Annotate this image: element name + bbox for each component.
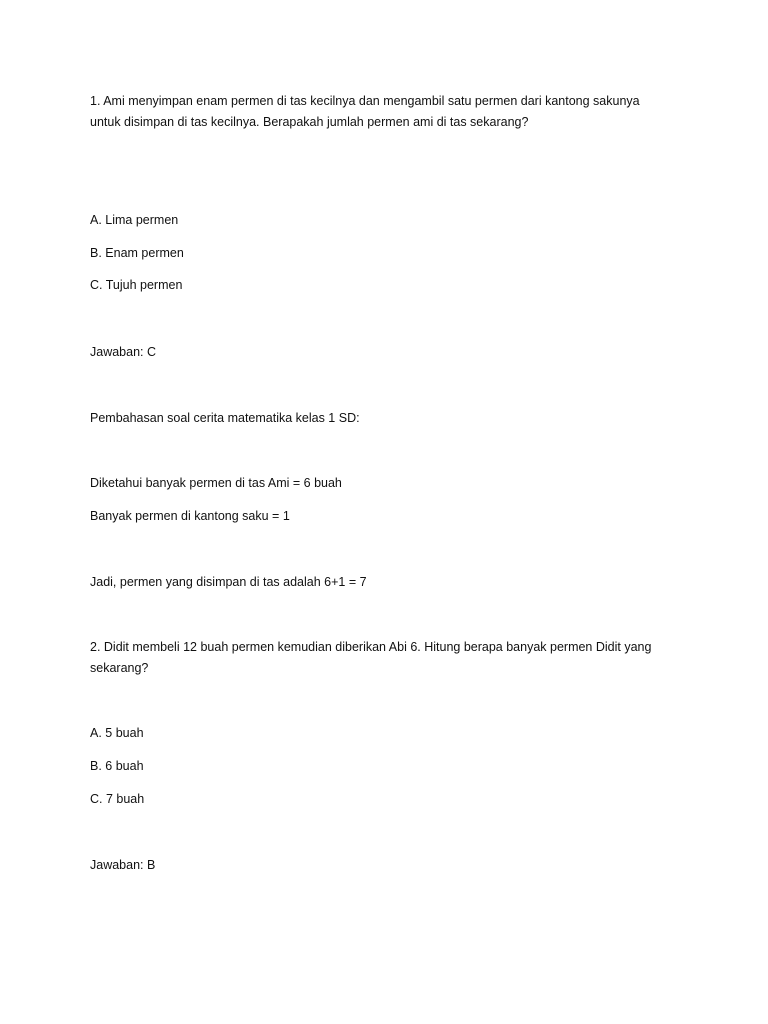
- question-2-option-a: A. 5 buah: [90, 726, 144, 740]
- question-1-text-line-1: 1. Ami menyimpan enam permen di tas kecilnya dan mengambil satu permen dari kantong sakunya: [90, 94, 640, 108]
- question-1-answer: Jawaban: C: [90, 345, 157, 359]
- discussion-conclusion: Jadi, permen yang disimpan di tas adalah 6+1 = 7: [90, 575, 367, 589]
- question-1-option-b: B. Enam permen: [90, 246, 184, 260]
- question-1-text-line-2: untuk disimpan di tas kecilnya. Berapakah jumlah permen ami di tas sekarang?: [90, 115, 529, 129]
- question-2-answer: Jawaban: B: [90, 858, 156, 872]
- question-2-option-b: B. 6 buah: [90, 759, 144, 773]
- question-1-option-c: C. Tujuh permen: [90, 278, 183, 292]
- question-2-option-c: C. 7 buah: [90, 792, 145, 806]
- discussion-step-2: Banyak permen di kantong saku = 1: [90, 509, 290, 523]
- question-1-option-a: A. Lima permen: [90, 213, 179, 227]
- question-2-text-line-2: sekarang?: [90, 661, 149, 675]
- discussion-step-1: Diketahui banyak permen di tas Ami = 6 buah: [90, 476, 342, 490]
- question-2-text-line-1: 2. Didit membeli 12 buah permen kemudian diberikan Abi 6. Hitung berapa banyak permen Didit yang: [90, 640, 652, 654]
- discussion-title: Pembahasan soal cerita matematika kelas 1 SD:: [90, 411, 360, 425]
